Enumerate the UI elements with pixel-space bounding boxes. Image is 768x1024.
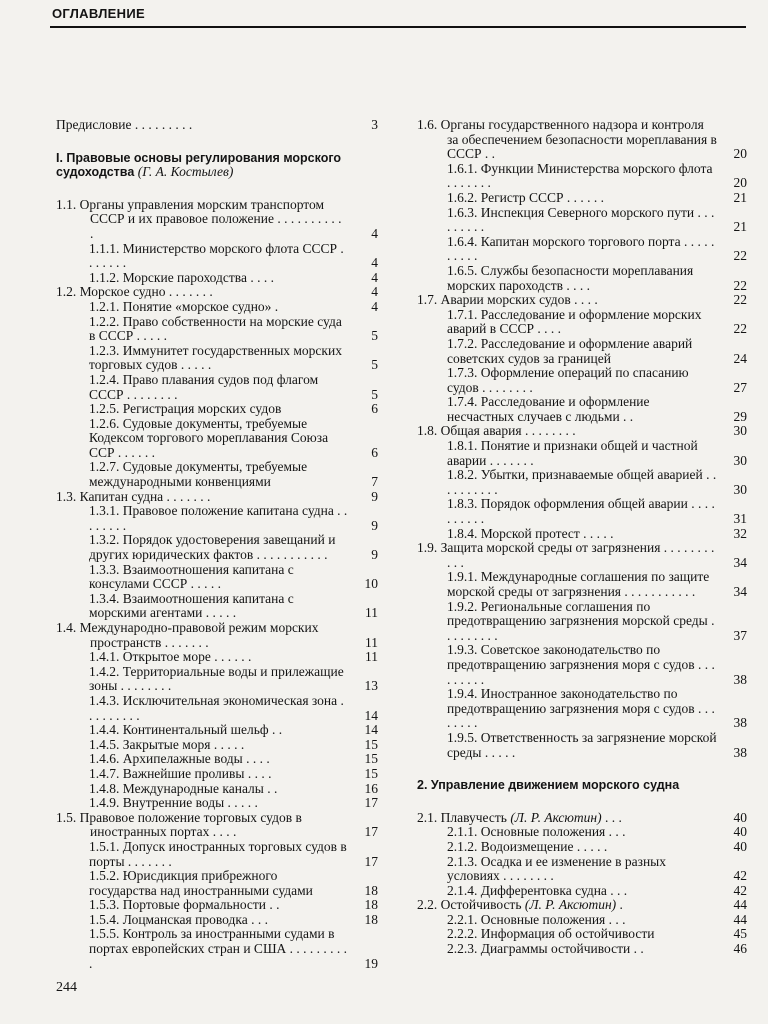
- toc-entry[interactable]: [417, 927, 747, 942]
- toc-entry-page: 24: [733, 350, 747, 366]
- toc-entry[interactable]: [417, 206, 747, 235]
- toc-entry-page: 9: [371, 517, 378, 533]
- toc-entry[interactable]: [56, 344, 378, 373]
- toc-entry[interactable]: [56, 285, 378, 300]
- toc-entry-text: 1.7. Аварии морских судов . . . .: [417, 292, 598, 308]
- toc-entry-text: 2.1.2. Водоизмещение . . . . .: [447, 838, 608, 854]
- toc-entry-text: 1.4.9. Внутренние воды . . . . .: [89, 795, 258, 811]
- toc-entry-page: 19: [364, 955, 378, 971]
- toc-entry-text: 1.2.4. Право плавания судов под флагом СССР . . . . . . . .: [89, 371, 319, 402]
- toc-entry-page: 6: [371, 401, 378, 417]
- toc-entry[interactable]: [417, 191, 747, 206]
- toc-entry-page: 15: [364, 736, 378, 752]
- toc-entry-page: 22: [733, 321, 747, 337]
- toc-entry-text: 1.9.3. Советское законодательство по предотвращению загрязнения моря с судов . . . . . . . . .: [447, 642, 715, 687]
- toc-entry[interactable]: [417, 527, 747, 542]
- toc-entry-page: 29: [733, 408, 747, 424]
- toc-right-column: [417, 118, 747, 957]
- toc-left-column: [56, 118, 378, 971]
- toc-entry-page: 30: [733, 423, 747, 439]
- toc-entry-text: 1.2.6. Судовые документы, требуемые Кодексом торгового мореплавания Союза ССР . . . . . .: [89, 415, 329, 460]
- toc-entry-page: 44: [733, 897, 747, 913]
- toc-entry[interactable]: [417, 366, 747, 395]
- toc-entry-page: 21: [733, 189, 747, 205]
- toc-entry-text: 1.1.2. Морские пароходства . . . .: [89, 269, 274, 285]
- toc-entry[interactable]: [417, 840, 747, 855]
- toc-entry[interactable]: [417, 162, 747, 191]
- toc-entry[interactable]: [56, 650, 378, 665]
- toc-entry[interactable]: [417, 337, 747, 366]
- header-rule: [50, 26, 746, 28]
- toc-entry-page: 11: [365, 634, 378, 650]
- toc-entry-page: 4: [371, 269, 378, 285]
- toc-entry-page: 40: [733, 824, 747, 840]
- toc-entry[interactable]: [417, 855, 747, 884]
- toc-entry[interactable]: [56, 271, 378, 286]
- toc-entry[interactable]: [417, 942, 747, 957]
- toc-entry[interactable]: [56, 460, 378, 489]
- toc-entry-page: 3: [371, 117, 378, 132]
- toc-entry-text: 1.8.4. Морской протест . . . . .: [447, 525, 614, 541]
- toc-entry-text: 1.5. Правовое положение торговых судов в иностранных портах . . . .: [56, 809, 302, 840]
- toc-entry-page: 34: [733, 584, 747, 599]
- toc-entry-page: 16: [364, 780, 378, 796]
- toc-entry[interactable]: [417, 118, 747, 162]
- toc-entry-page: 10: [364, 576, 378, 592]
- toc-entry-page: 44: [733, 911, 747, 927]
- toc-entry-text: 1.6.5. Службы безопасности мореплавания морских пароходств . . . .: [447, 262, 694, 293]
- toc-entry-text: 2.1.1. Основные положения . . .: [447, 824, 626, 840]
- toc-entry[interactable]: [417, 731, 747, 760]
- section-1-heading: [56, 151, 378, 180]
- toc-entry[interactable]: [56, 533, 378, 562]
- toc-entry-text: 1.5.4. Лоцманская проводка . . .: [89, 911, 268, 927]
- toc-entry-page: 11: [365, 605, 378, 621]
- toc-entry-text: 1.7.2. Расследование и оформление аварий советских судов за границей: [447, 335, 693, 366]
- toc-entry[interactable]: [56, 752, 378, 767]
- toc-entry[interactable]: [56, 402, 378, 417]
- toc-entry-page: 38: [733, 715, 747, 731]
- toc-entry[interactable]: [56, 927, 378, 971]
- toc-entry[interactable]: [417, 570, 747, 599]
- toc-entry-page: 38: [733, 671, 747, 687]
- toc-entry[interactable]: [56, 242, 378, 271]
- toc-entry-text: 1.1. Органы управления морским транспортом СССР и их правовое положение . . . . . . . . . . .: [56, 196, 342, 241]
- toc-entry-page: 5: [371, 386, 378, 402]
- toc-entry-page: 13: [364, 678, 378, 694]
- toc-entry-page: 32: [733, 525, 747, 541]
- toc-entry-text: 1.6.2. Регистр СССР . . . . . .: [447, 189, 605, 205]
- toc-entry-text: 2.2.1. Основные положения . . .: [447, 911, 626, 927]
- toc-entry[interactable]: [417, 600, 747, 644]
- toc-right-entries-a: [417, 118, 747, 760]
- toc-entry-page: 17: [364, 795, 378, 811]
- toc-entry[interactable]: [417, 439, 747, 468]
- toc-entry-page: 17: [364, 853, 378, 869]
- toc-entry-page: 40: [733, 838, 747, 854]
- section-1-author: (Г. А. Костылев): [137, 164, 234, 180]
- toc-entry-text: 1.7.1. Расследование и оформление морских аварий в СССР . . . .: [447, 306, 702, 337]
- toc-entry-text: 1.3.2. Порядок удостоверения завещаний и других юридических фактов . . . . . . . . . . .: [89, 532, 336, 563]
- toc-entry[interactable]: [56, 198, 378, 242]
- toc-entry-page: 40: [733, 809, 747, 825]
- toc-entry-text: 1.8.3. Порядок оформления общей аварии . . . . . . . . . .: [447, 496, 715, 527]
- toc-entry[interactable]: [56, 913, 378, 928]
- section-2-title: 2. Управление движением морского судна: [417, 778, 680, 793]
- toc-entry[interactable]: [56, 563, 378, 592]
- toc-entry-text: 1.9.5. Ответственность за загрязнение морской среды . . . . .: [447, 729, 717, 760]
- toc-entry[interactable]: [56, 782, 378, 797]
- toc-entry-text: 1.4.7. Важнейшие проливы . . . .: [89, 765, 272, 781]
- toc-entry[interactable]: [417, 497, 747, 526]
- toc-entry-page: 5: [371, 357, 378, 373]
- toc-entry-page: 15: [364, 751, 378, 767]
- toc-entry-page: 20: [733, 175, 747, 191]
- toc-entry[interactable]: [417, 687, 747, 731]
- toc-entry-leader: . . .: [601, 809, 622, 825]
- toc-left-entries: [56, 198, 378, 971]
- toc-entry-page: 30: [733, 452, 747, 468]
- toc-entry-text: 1.2.2. Право собственности на морские суда в СССР . . . . .: [89, 313, 342, 344]
- toc-entry-leader: .: [616, 897, 623, 913]
- toc-entry-text: 1.1.1. Министерство морского флота СССР . . . . . . .: [89, 240, 344, 271]
- toc-entry-page: 31: [733, 511, 747, 527]
- toc-entry-page: 4: [371, 225, 378, 241]
- toc-entry-text: 1.3. Капитан судна . . . . . . .: [56, 488, 211, 504]
- toc-entry[interactable]: [417, 308, 747, 337]
- toc-entry-text: 1.9. Защита морской среды от загрязнения . . . . . . . . . . .: [417, 540, 715, 570]
- toc-entry-page: 34: [733, 554, 747, 570]
- toc-entry-text: 1.6.4. Капитан морского торгового порта . . . . . . . . . .: [447, 233, 715, 264]
- toc-entry[interactable]: [56, 738, 378, 753]
- toc-entry[interactable]: [56, 840, 378, 869]
- page-title: оглавление: [52, 2, 145, 22]
- toc-entry-text: 2.2.3. Диаграммы остойчивости . .: [447, 941, 644, 957]
- toc-entry-text: 2.2. Остойчивость: [417, 897, 522, 913]
- toc-entry[interactable]: [56, 694, 378, 723]
- section-2-heading: [417, 778, 747, 793]
- toc-entry-page: 18: [364, 882, 378, 898]
- toc-entry-page: 22: [733, 248, 747, 264]
- toc-entry-text: 1.7.3. Оформление операций по спасанию судов . . . . . . . .: [447, 365, 689, 395]
- toc-entry[interactable]: [56, 621, 378, 650]
- toc-entry[interactable]: [56, 315, 378, 344]
- toc-entry-page: 42: [733, 882, 747, 898]
- toc-entry-text: 2.1. Плавучесть: [417, 809, 507, 825]
- toc-entry-text: 1.9.4. Иностранное законодательство по предотвращению загрязнения моря с судов . . . . . . . .: [447, 686, 715, 731]
- toc-entry[interactable]: [417, 913, 747, 928]
- toc-entry-text: Предисловие . . . . . . . . .: [56, 117, 193, 132]
- toc-entry-page: 22: [733, 277, 747, 293]
- toc-entry-text: 1.5.3. Портовые формальности . .: [89, 897, 280, 913]
- toc-entry-page: 4: [371, 255, 378, 271]
- toc-entry-page: 6: [371, 444, 378, 460]
- toc-entry-page: 14: [364, 722, 378, 738]
- toc-entry-author: (Л. Р. Аксютин): [524, 897, 617, 913]
- toc-entry[interactable]: [56, 300, 378, 315]
- toc-entry[interactable]: [417, 468, 747, 497]
- toc-entry-text: 2.2.2. Информация об остойчивости: [447, 926, 655, 942]
- toc-entry-page: 18: [364, 911, 378, 927]
- toc-entry[interactable]: [56, 504, 378, 533]
- toc-entry-page: 21: [733, 219, 747, 235]
- toc-entry[interactable]: [417, 811, 747, 826]
- toc-entry[interactable]: [56, 869, 378, 898]
- toc-entry-page: 30: [733, 481, 747, 497]
- toc-entry-page: 42: [733, 868, 747, 884]
- toc-entry-page: 46: [733, 941, 747, 957]
- toc-entry-text: 1.9.2. Региональные соглашения по предотвращению загрязнения морской среды . . . . . . . . .: [447, 598, 715, 643]
- toc-entry-page: 20: [733, 146, 747, 162]
- toc-entry-page: 17: [364, 824, 378, 840]
- toc-entry-text: 1.3.3. Взаимоотношения капитана с консулами СССР . . . . .: [89, 561, 294, 592]
- toc-entry[interactable]: [56, 898, 378, 913]
- toc-entry-text: 1.2.1. Понятие «морское судно» .: [89, 298, 279, 314]
- toc-entry[interactable]: [56, 373, 378, 402]
- toc-entry-page: 18: [364, 897, 378, 913]
- toc-entry-preface[interactable]: [56, 118, 378, 133]
- toc-entry-text: 1.4.2. Территориальные воды и прилежащие зоны . . . . . . . .: [89, 663, 344, 694]
- toc-entry[interactable]: [56, 767, 378, 782]
- toc-entry-text: 1.3.4. Взаимоотношения капитана с морскими агентами . . . . .: [89, 590, 294, 621]
- toc-entry[interactable]: [417, 424, 747, 439]
- toc-entry[interactable]: [56, 665, 378, 694]
- toc-entry[interactable]: [417, 235, 747, 264]
- toc-entry-page: 37: [733, 627, 747, 643]
- toc-entry-text: 1.2.7. Судовые документы, требуемые международными конвенциями: [89, 459, 308, 490]
- toc-entry-text: 1.4.4. Континентальный шельф . .: [89, 722, 283, 738]
- toc-entry[interactable]: [417, 825, 747, 840]
- toc-entry-text: 1.9.1. Международные соглашения по защите морской среды от загрязнения . . . . . . . . . . .: [447, 569, 710, 599]
- toc-entry-page: 38: [733, 744, 747, 760]
- toc-entry-text: 1.2.5. Регистрация морских судов: [89, 401, 282, 417]
- toc-entry-page: 15: [364, 765, 378, 781]
- toc-entry-text: 1.5.2. Юрисдикция прибрежного государства над иностранными судами: [89, 868, 313, 898]
- toc-entry-text: 1.5.5. Контроль за иностранными судами в портах европейских стран и США . . . . . . . . . .: [89, 926, 348, 971]
- toc-entry-text: 1.8.1. Понятие и признаки общей и частной аварии . . . . . . .: [447, 438, 698, 468]
- toc-entry-page: 45: [733, 926, 747, 942]
- toc-entry-page: 11: [365, 649, 378, 665]
- toc-entry-text: 1.4.5. Закрытые моря . . . . .: [89, 736, 245, 752]
- toc-entry[interactable]: [417, 643, 747, 687]
- toc-entry-text: 2.1.3. Осадка и ее изменение в разных условиях . . . . . . . .: [447, 853, 666, 884]
- toc-right-entries-b: [417, 811, 747, 957]
- toc-entry-text: 1.4. Международно-правовой режим морских пространств . . . . . . .: [56, 620, 319, 650]
- toc-entry[interactable]: [417, 293, 747, 308]
- toc-entry-page: 9: [371, 547, 378, 563]
- toc-entry-text: 1.3.1. Правовое положение капитана судна . . . . . . . .: [89, 503, 348, 533]
- toc-entry-page: 14: [364, 707, 378, 723]
- toc-entry-text: 1.2. Морское судно . . . . . . .: [56, 284, 213, 300]
- toc-entry-text: 1.2.3. Иммунитет государственных морских торговых судов . . . . .: [89, 342, 342, 373]
- toc-entry-text: 1.8.2. Убытки, признаваемые общей аварией . . . . . . . . . .: [447, 467, 717, 497]
- toc-entry-text: 2.1.4. Дифферентовка судна . . .: [447, 882, 628, 898]
- toc-entry-text: 1.4.3. Исключительная экономическая зона . . . . . . . . .: [89, 692, 344, 723]
- toc-entry-text: 1.4.8. Международные каналы . .: [89, 780, 278, 796]
- toc-entry[interactable]: [56, 796, 378, 811]
- toc-entry-page: 5: [371, 328, 378, 344]
- toc-entry[interactable]: [56, 592, 378, 621]
- toc-entry-page: 27: [733, 379, 747, 395]
- toc-entry-page: 4: [371, 284, 378, 300]
- toc-entry-page: 22: [733, 292, 747, 308]
- section-1-title: I. Правовые основы регулирования морского судоходства: [56, 150, 342, 180]
- toc-entry-author: (Л. Р. Аксютин): [510, 809, 602, 825]
- toc-entry[interactable]: [417, 884, 747, 899]
- toc-entry[interactable]: [56, 723, 378, 738]
- toc-entry[interactable]: [417, 395, 747, 424]
- toc-entry-text: 1.5.1. Допуск иностранных торговых судов в порты . . . . . . .: [89, 838, 347, 869]
- toc-entry[interactable]: [56, 490, 378, 505]
- toc-entry-text: 1.6.1. Функции Министерства морского флота . . . . . . .: [447, 160, 713, 191]
- toc-entry-text: 1.6.3. Инспекция Северного морского пути . . . . . . . . .: [447, 204, 715, 235]
- footer-page-number: 244: [56, 980, 77, 995]
- toc-entry-page: 7: [371, 474, 378, 490]
- toc-entry-text: 1.6. Органы государственного надзора и контроля за обеспечением безопасности мореплавания в СССР . .: [417, 117, 717, 162]
- toc-entry-page: 9: [371, 488, 378, 504]
- toc-entry[interactable]: [56, 811, 378, 840]
- toc-entry-text: 1.4.6. Архипелажные воды . . . .: [89, 751, 270, 767]
- toc-entry[interactable]: [417, 264, 747, 293]
- toc-entry[interactable]: [417, 541, 747, 570]
- toc-entry[interactable]: [417, 898, 747, 913]
- toc-entry-text: 1.8. Общая авария . . . . . . . .: [417, 423, 576, 439]
- toc-entry-text: 1.7.4. Расследование и оформление несчастных случаев с людьми . .: [447, 394, 650, 424]
- toc-entry-text: 1.4.1. Открытое море . . . . . .: [89, 649, 252, 665]
- toc-entry-page: 4: [371, 298, 378, 314]
- toc-entry[interactable]: [56, 417, 378, 461]
